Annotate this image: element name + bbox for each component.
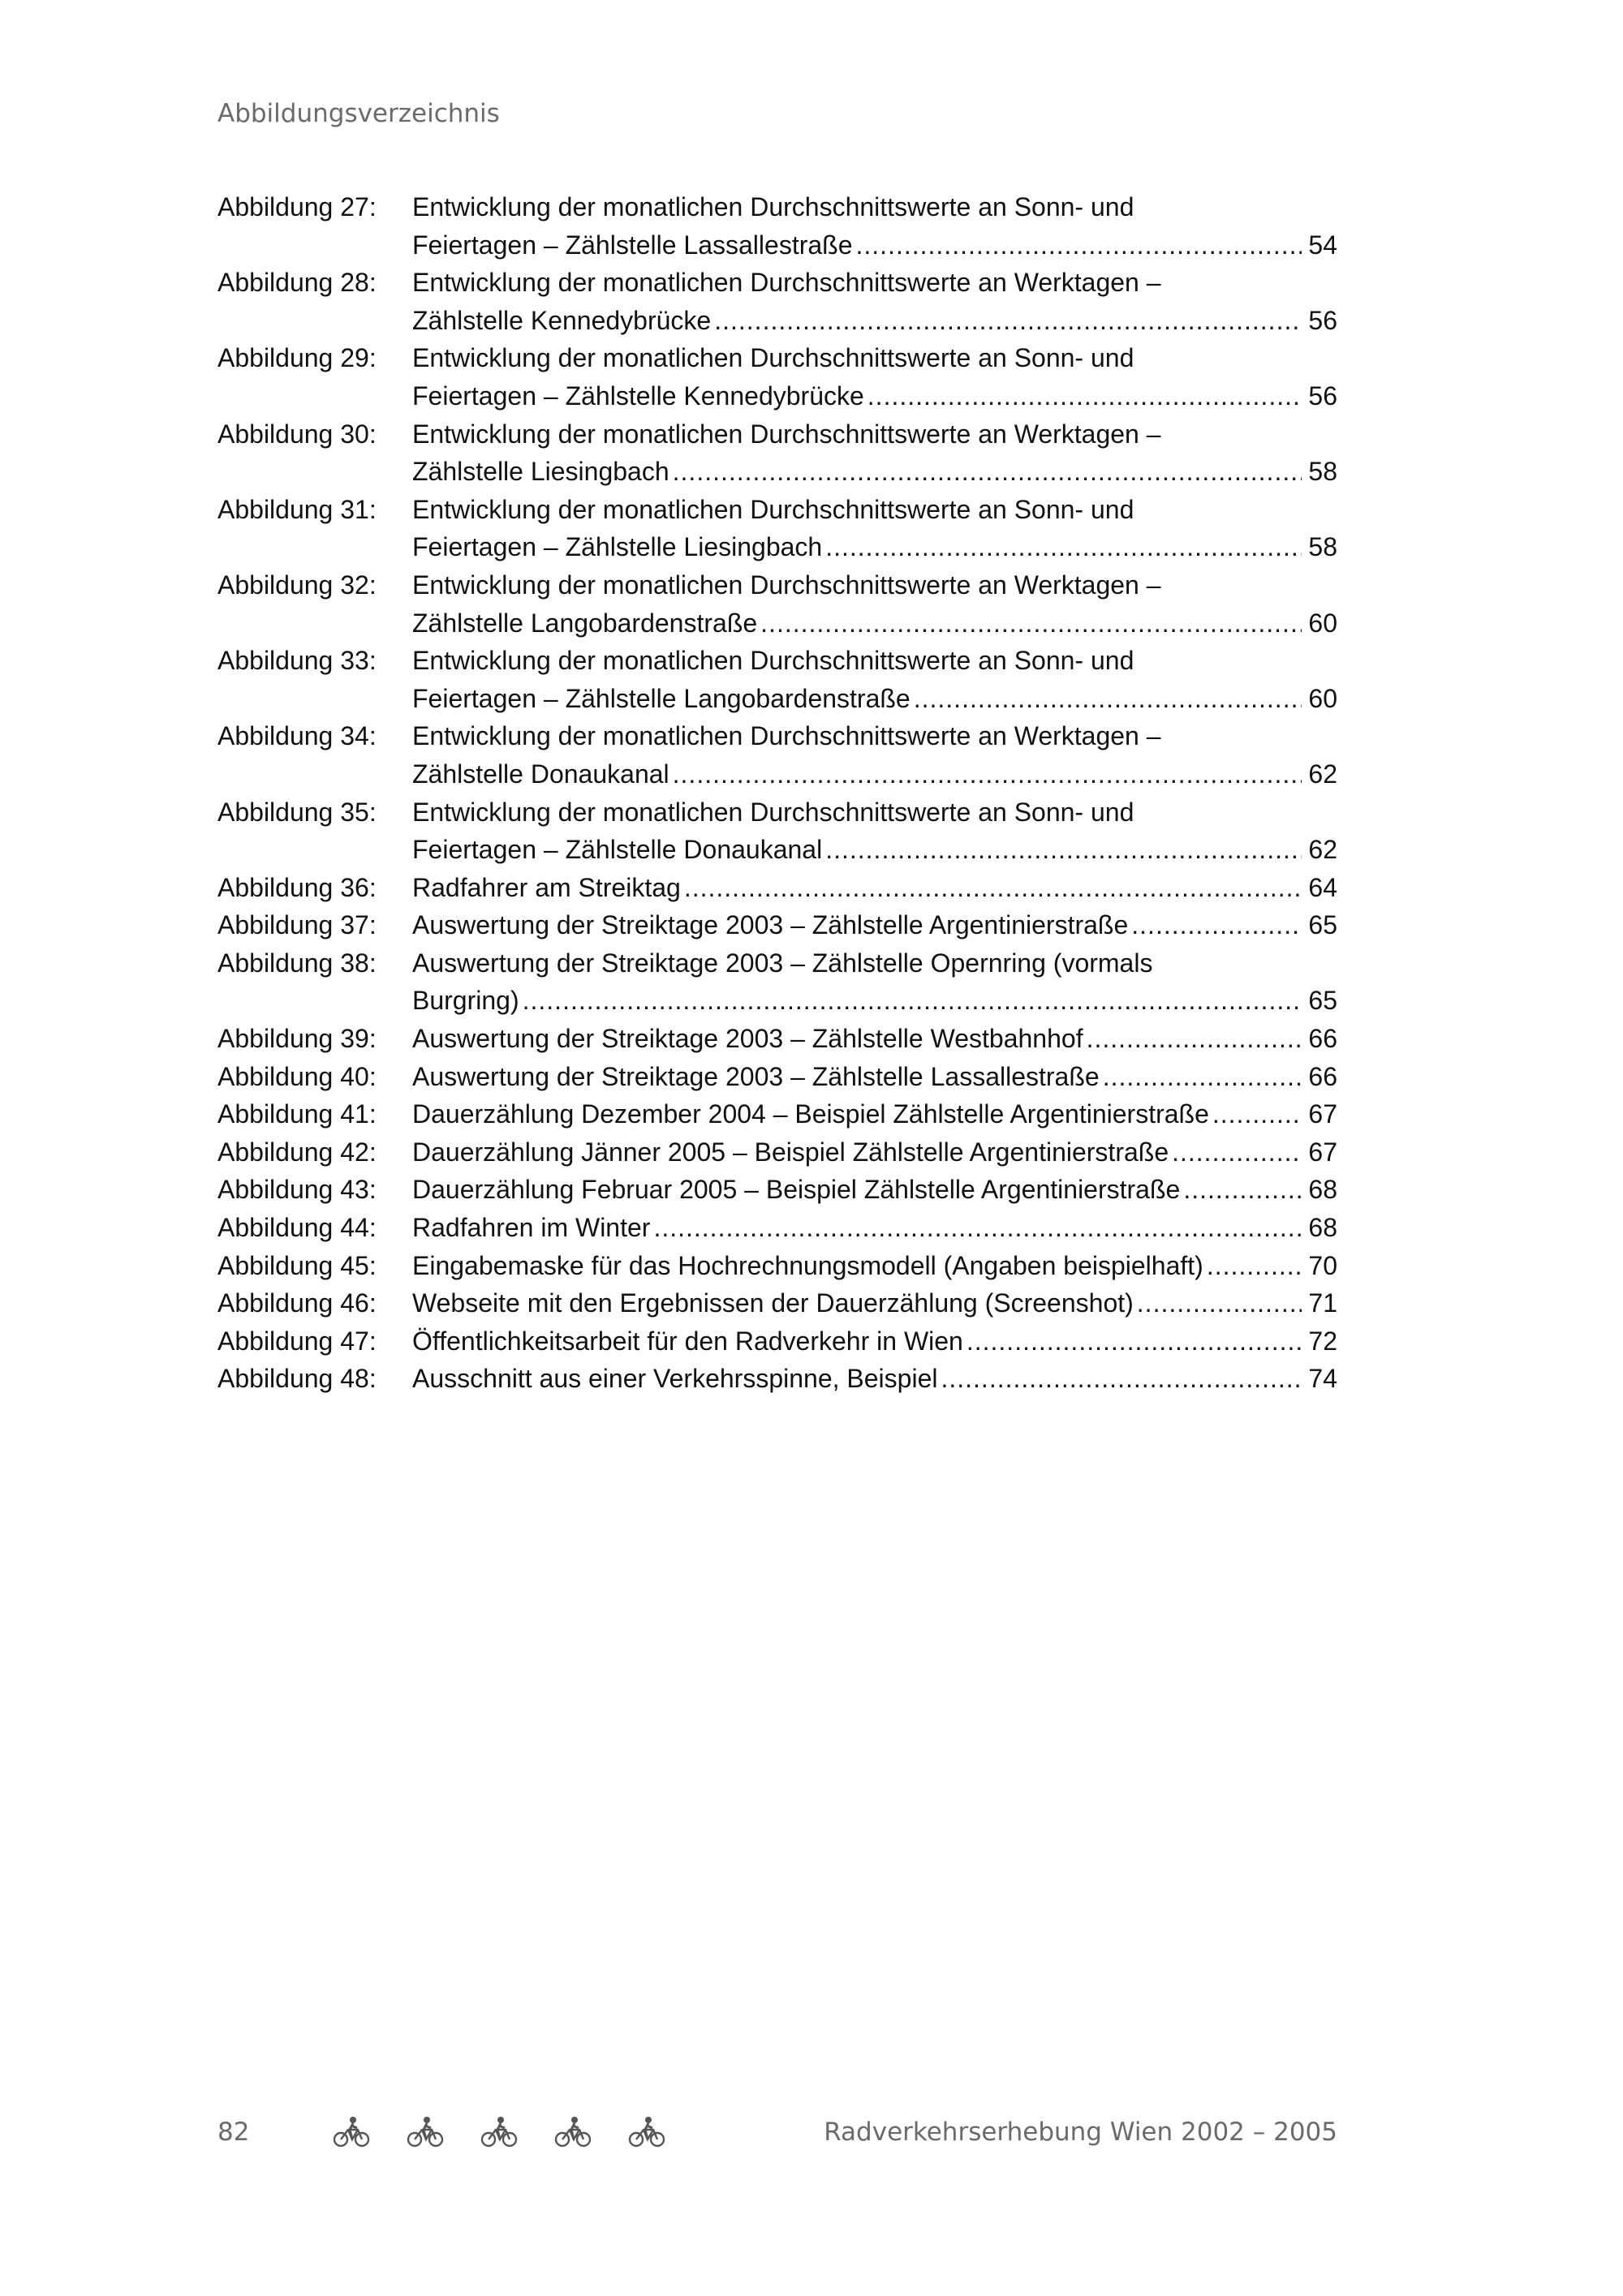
page-reference[interactable]: 54: [1308, 230, 1337, 260]
figure-title-line: Radfahren im Winter: [412, 1213, 651, 1243]
page-reference[interactable]: 65: [1308, 910, 1337, 940]
figure-title-line: Öffentlichkeitsarbeit für den Radverkehr in Wien: [412, 1326, 963, 1356]
toc-entry[interactable]: [217, 1020, 1337, 1058]
figure-title-line: Auswertung der Streiktage 2003 – Zählstelle Westbahnhof: [412, 1024, 1083, 1054]
bicycle-icon: [333, 2116, 370, 2148]
dot-leader: [653, 1209, 1302, 1247]
toc-entry[interactable]: [217, 793, 1337, 869]
toc-entry[interactable]: [217, 339, 1337, 415]
page-footer: [217, 2118, 1337, 2158]
page-number: 82: [217, 2118, 250, 2147]
dot-leader: [1172, 1133, 1302, 1172]
toc-entry[interactable]: [217, 869, 1337, 907]
page-reference[interactable]: 58: [1308, 457, 1337, 487]
figure-title-line: Dauerzählung Jänner 2005 – Beispiel Zählstelle Argentinierstraße: [412, 1137, 1169, 1167]
bicycle-icon: [554, 2116, 592, 2148]
figure-number: Abbildung 37:: [217, 910, 377, 940]
figure-title-line: Entwicklung der monatlichen Durchschnittswerte an Werktagen –: [412, 570, 1161, 600]
figure-number: Abbildung 33:: [217, 646, 377, 676]
figure-number: Abbildung 30:: [217, 419, 377, 449]
figure-title-line: Entwicklung der monatlichen Durchschnittswerte an Werktagen –: [412, 721, 1161, 751]
toc-entry[interactable]: [217, 491, 1337, 566]
dot-leader: [684, 869, 1302, 907]
toc-entry[interactable]: [217, 1209, 1337, 1247]
page-reference[interactable]: 60: [1308, 608, 1337, 638]
toc-entry[interactable]: [217, 906, 1337, 944]
dot-leader: [1207, 1247, 1302, 1285]
figure-title-line: Auswertung der Streiktage 2003 – Zählstelle Lassallestraße: [412, 1061, 1100, 1091]
figure-number: Abbildung 43:: [217, 1175, 377, 1205]
figure-number: Abbildung 46:: [217, 1288, 377, 1318]
page-reference[interactable]: 67: [1308, 1137, 1337, 1167]
page-reference[interactable]: 56: [1308, 305, 1337, 335]
figure-title-line: Entwicklung der monatlichen Durchschnittswerte an Sonn- und: [412, 494, 1134, 524]
bicycle-icon: [407, 2116, 444, 2148]
dot-leader: [1212, 1095, 1302, 1133]
dot-leader: [1131, 906, 1302, 944]
dot-leader: [673, 755, 1302, 793]
page-reference[interactable]: 64: [1308, 872, 1337, 902]
dot-leader: [673, 453, 1302, 491]
figure-number: Abbildung 38:: [217, 948, 377, 978]
figure-title-line: Eingabemaske für das Hochrechnungsmodell (Angaben beispielhaft): [412, 1250, 1203, 1280]
figure-title-line: Webseite mit den Ergebnissen der Dauerzählung (Screenshot): [412, 1288, 1134, 1318]
document-title: Radverkehrserhebung Wien 2002 – 2005: [824, 2118, 1337, 2147]
list-of-figures: [217, 188, 1337, 1398]
dot-leader: [523, 982, 1302, 1020]
figure-title-line: Zählstelle Langobardenstraße: [412, 608, 758, 638]
dot-leader: [941, 1360, 1302, 1398]
figure-title-line: Burgring): [412, 986, 519, 1016]
figure-title-line: Entwicklung der monatlichen Durchschnittswerte an Sonn- und: [412, 646, 1134, 676]
toc-entry[interactable]: [217, 1133, 1337, 1172]
toc-entry[interactable]: [217, 1284, 1337, 1322]
toc-entry[interactable]: [217, 1247, 1337, 1285]
toc-entry[interactable]: [217, 1360, 1337, 1398]
figure-number: Abbildung 48:: [217, 1364, 377, 1394]
page-reference[interactable]: 58: [1308, 532, 1337, 562]
toc-entry[interactable]: [217, 415, 1337, 491]
figure-title-line: Zählstelle Kennedybrücke: [412, 305, 712, 335]
figure-title-line: Entwicklung der monatlichen Durchschnittswerte an Sonn- und: [412, 192, 1134, 221]
dot-leader: [1137, 1284, 1302, 1322]
page-reference[interactable]: 56: [1308, 381, 1337, 411]
page-reference[interactable]: 67: [1308, 1099, 1337, 1129]
bicycle-icon: [628, 2116, 665, 2148]
figure-title-line: Ausschnitt aus einer Verkehrsspinne, Beispiel: [412, 1364, 938, 1394]
figure-number: Abbildung 31:: [217, 494, 377, 524]
figure-title-line: Feiertagen – Zählstelle Lassallestraße: [412, 230, 853, 260]
toc-entry[interactable]: [217, 1095, 1337, 1133]
page-reference[interactable]: 68: [1308, 1213, 1337, 1243]
page-reference[interactable]: 62: [1308, 835, 1337, 865]
figure-number: Abbildung 45:: [217, 1250, 377, 1280]
figure-title-line: Feiertagen – Zählstelle Kennedybrücke: [412, 381, 864, 411]
bicycle-icon: [480, 2116, 518, 2148]
page-reference[interactable]: 68: [1308, 1175, 1337, 1205]
figure-title-line: Entwicklung der monatlichen Durchschnittswerte an Werktagen –: [412, 268, 1161, 298]
page-reference[interactable]: 62: [1308, 759, 1337, 789]
figure-number: Abbildung 40:: [217, 1061, 377, 1091]
toc-entry[interactable]: [217, 188, 1337, 264]
figure-number: Abbildung 39:: [217, 1024, 377, 1054]
toc-entry[interactable]: [217, 1171, 1337, 1209]
page-reference[interactable]: 60: [1308, 683, 1337, 713]
running-head: Abbildungsverzeichnis: [217, 99, 500, 128]
figure-title-line: Dauerzählung Dezember 2004 – Beispiel Zählstelle Argentinierstraße: [412, 1099, 1209, 1129]
page-reference[interactable]: 66: [1308, 1061, 1337, 1091]
toc-entry[interactable]: [217, 1058, 1337, 1096]
figure-number: Abbildung 34:: [217, 721, 377, 751]
page-reference[interactable]: 74: [1308, 1364, 1337, 1394]
dot-leader: [825, 831, 1302, 869]
figure-title-line: Entwicklung der monatlichen Durchschnittswerte an Werktagen –: [412, 419, 1161, 449]
figure-title-line: Feiertagen – Zählstelle Donaukanal: [412, 835, 823, 865]
figure-number: Abbildung 44:: [217, 1213, 377, 1243]
dot-leader: [760, 604, 1302, 643]
figure-title-line: Zählstelle Donaukanal: [412, 759, 669, 789]
toc-entry[interactable]: [217, 642, 1337, 717]
figure-title-line: Feiertagen – Zählstelle Langobardenstraße: [412, 683, 911, 713]
toc-entry[interactable]: [217, 566, 1337, 642]
page-reference[interactable]: 65: [1308, 986, 1337, 1016]
dot-leader: [856, 226, 1302, 264]
dot-leader: [1087, 1020, 1302, 1058]
toc-entry[interactable]: [217, 264, 1337, 339]
figure-number: Abbildung 41:: [217, 1099, 377, 1129]
dot-leader: [825, 528, 1302, 566]
figure-title-line: Auswertung der Streiktage 2003 – Zählstelle Argentinierstraße: [412, 910, 1129, 940]
dot-leader: [1103, 1058, 1302, 1096]
dot-leader: [867, 377, 1302, 415]
figure-number: Abbildung 28:: [217, 268, 377, 298]
dot-leader: [914, 680, 1302, 718]
figure-title-line: Auswertung der Streiktage 2003 – Zählstelle Opernring (vormals: [412, 948, 1153, 978]
toc-entry[interactable]: [217, 717, 1337, 793]
figure-title-line: Dauerzählung Februar 2005 – Beispiel Zählstelle Argentinierstraße: [412, 1175, 1181, 1205]
figure-title-line: Radfahrer am Streiktag: [412, 872, 681, 902]
figure-title-line: Feiertagen – Zählstelle Liesingbach: [412, 532, 823, 562]
page-reference[interactable]: 72: [1308, 1326, 1337, 1356]
figure-title-line: Zählstelle Liesingbach: [412, 457, 669, 487]
figure-number: Abbildung 27:: [217, 192, 377, 221]
figure-title-line: Entwicklung der monatlichen Durchschnittswerte an Sonn- und: [412, 797, 1134, 827]
page-reference[interactable]: 71: [1308, 1288, 1337, 1318]
figure-number: Abbildung 35:: [217, 797, 377, 827]
figure-number: Abbildung 29:: [217, 343, 377, 373]
figure-number: Abbildung 47:: [217, 1326, 377, 1356]
toc-entry[interactable]: [217, 1322, 1337, 1361]
figure-number: Abbildung 32:: [217, 570, 377, 600]
figure-title-line: Entwicklung der monatlichen Durchschnittswerte an Sonn- und: [412, 343, 1134, 373]
dot-leader: [1183, 1171, 1302, 1209]
figure-number: Abbildung 42:: [217, 1137, 377, 1167]
figure-number: Abbildung 36:: [217, 872, 377, 902]
dot-leader: [966, 1322, 1302, 1361]
toc-entry[interactable]: [217, 944, 1337, 1020]
page-reference[interactable]: 70: [1308, 1250, 1337, 1280]
page-reference[interactable]: 66: [1308, 1024, 1337, 1054]
dot-leader: [714, 302, 1302, 340]
